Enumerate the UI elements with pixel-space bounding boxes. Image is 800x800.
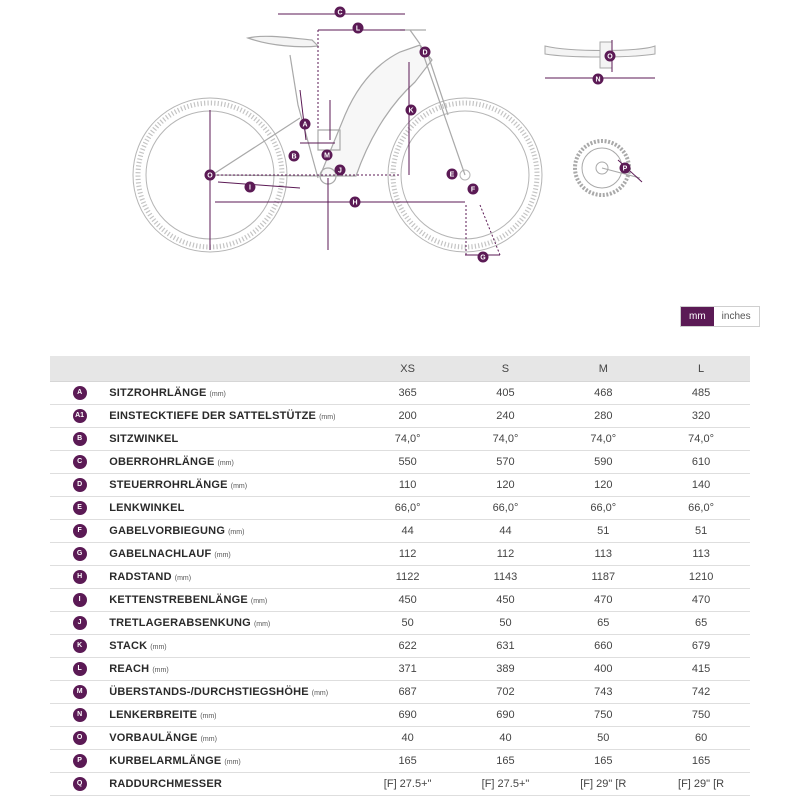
size-value-cell: 44 [359, 520, 457, 543]
callout-j [335, 165, 346, 176]
size-value-cell: 389 [457, 658, 555, 681]
callout-f [468, 184, 479, 195]
row-code-badge: H [73, 570, 87, 584]
measurement-label: REACH [109, 663, 150, 675]
row-code-badge: K [73, 639, 87, 653]
size-value-cell: 743 [554, 681, 652, 704]
measurement-label: STEUERROHRLÄNGE [109, 479, 228, 491]
size-value-cell: 165 [457, 750, 555, 773]
size-value-cell: 750 [554, 704, 652, 727]
measurement-label-cell [109, 612, 358, 635]
measurement-label: TRETLAGERABSENKUNG [109, 617, 251, 629]
size-value-cell: 165 [554, 750, 652, 773]
size-value-cell: 1143 [457, 566, 555, 589]
size-value-cell: 415 [652, 658, 750, 681]
measurement-label-cell [109, 681, 358, 704]
measurement-unit: (mm) [209, 391, 226, 398]
size-header: XS [359, 356, 457, 382]
unit-toggle [680, 306, 760, 327]
size-value-cell: 1122 [359, 566, 457, 589]
size-value-cell: 110 [359, 474, 457, 497]
table-row [50, 428, 750, 451]
table-row [50, 750, 750, 773]
size-value-cell: 120 [554, 474, 652, 497]
row-code-badge: O [73, 731, 87, 745]
measurement-label: GABELVORBIEGUNG [109, 525, 226, 537]
measurement-label: SITZWINKEL [109, 433, 179, 445]
table-row [50, 543, 750, 566]
size-value-cell: [F] 27.5+" [457, 773, 555, 796]
size-value-cell: 44 [457, 520, 555, 543]
table-row [50, 681, 750, 704]
code-cell [50, 727, 109, 750]
size-value-cell: 60 [652, 727, 750, 750]
size-value-cell: 631 [457, 635, 555, 658]
code-cell [50, 382, 109, 405]
svg-text:I: I [249, 184, 251, 192]
row-code-badge: P [73, 754, 87, 768]
size-value-cell: 280 [554, 405, 652, 428]
code-cell [50, 612, 109, 635]
header-blank [109, 356, 358, 382]
table-row [50, 635, 750, 658]
table-row [50, 474, 750, 497]
size-value-cell: 550 [359, 451, 457, 474]
measurement-unit: (mm) [217, 460, 234, 467]
measurement-label: LENKERBREITE [109, 709, 198, 721]
callout-d [420, 47, 431, 58]
row-code-badge: C [73, 455, 87, 469]
size-value-cell: 400 [554, 658, 652, 681]
row-code-badge: A [73, 386, 87, 400]
unit-mm-button[interactable]: mm [681, 307, 714, 326]
code-cell [50, 658, 109, 681]
measurement-label: KURBELARMLÄNGE [109, 755, 222, 767]
size-value-cell: 40 [457, 727, 555, 750]
table-row [50, 589, 750, 612]
measurement-unit: (mm) [200, 713, 217, 720]
size-value-cell: 750 [652, 704, 750, 727]
measurement-label: RADSTAND [109, 571, 172, 583]
measurement-label: RADDURCHMESSER [109, 778, 223, 790]
svg-text:L: L [355, 25, 361, 33]
measurement-label-cell [109, 428, 358, 451]
size-value-cell: [F] 29" [R [554, 773, 652, 796]
table-row [50, 727, 750, 750]
code-cell [50, 543, 109, 566]
table-row [50, 405, 750, 428]
size-value-cell: 165 [359, 750, 457, 773]
size-header: M [554, 356, 652, 382]
size-value-cell: 74,0° [652, 428, 750, 451]
table-row [50, 773, 750, 796]
table-row [50, 566, 750, 589]
table-row [50, 497, 750, 520]
geometry-table [50, 356, 750, 796]
size-value-cell: 405 [457, 382, 555, 405]
size-value-cell: 1187 [554, 566, 652, 589]
row-code-badge: M [73, 685, 87, 699]
measurement-unit: (mm) [319, 414, 336, 421]
svg-text:P: P [622, 165, 628, 173]
size-value-cell: 470 [554, 589, 652, 612]
size-value-cell: 51 [652, 520, 750, 543]
bike-geometry-diagram [0, 0, 800, 290]
measurement-unit: (mm) [214, 552, 231, 559]
table-row [50, 382, 750, 405]
size-value-cell: 113 [554, 543, 652, 566]
table-row [50, 451, 750, 474]
size-value-cell: 450 [359, 589, 457, 612]
size-value-cell: 485 [652, 382, 750, 405]
size-value-cell: 66,0° [359, 497, 457, 520]
measurement-label: GABELNACHLAUF [109, 548, 212, 560]
code-cell [50, 474, 109, 497]
size-value-cell: 240 [457, 405, 555, 428]
table-header-row [50, 356, 750, 382]
size-value-cell: 120 [457, 474, 555, 497]
callout-h [350, 197, 361, 208]
row-code-badge: D [73, 478, 87, 492]
code-cell [50, 589, 109, 612]
svg-text:J: J [338, 167, 342, 175]
size-header: S [457, 356, 555, 382]
measurement-label-cell [109, 773, 358, 796]
svg-text:B: B [291, 153, 297, 161]
size-value-cell: 66,0° [554, 497, 652, 520]
row-code-badge: E [73, 501, 87, 515]
size-value-cell: 40 [359, 727, 457, 750]
measurement-unit: (mm) [230, 483, 248, 490]
table-row [50, 612, 750, 635]
callout-a [300, 119, 311, 130]
svg-text:O: O [207, 172, 213, 180]
measurement-label-cell [109, 589, 358, 612]
code-cell [50, 566, 109, 589]
size-value-cell: 165 [652, 750, 750, 773]
size-value-cell: 690 [359, 704, 457, 727]
callout-b [289, 151, 300, 162]
size-value-cell: 200 [359, 405, 457, 428]
measurement-unit: (mm) [253, 621, 271, 628]
measurement-label-cell [109, 382, 358, 405]
size-value-cell: 50 [554, 727, 652, 750]
size-value-cell: 610 [652, 451, 750, 474]
callout-g [478, 252, 489, 263]
size-value-cell: 112 [359, 543, 457, 566]
callout-m [322, 150, 333, 161]
handlebar-top-view [545, 42, 655, 68]
measurement-label: OBERROHRLÄNGE [109, 456, 215, 468]
svg-text:M: M [324, 152, 330, 160]
measurement-label: ÜBERSTANDS-/DURCHSTIEGSHÖHE [109, 686, 309, 698]
size-value-cell: 702 [457, 681, 555, 704]
size-value-cell: 679 [652, 635, 750, 658]
code-cell [50, 773, 109, 796]
measurement-label: STACK [109, 640, 148, 652]
code-cell [50, 681, 109, 704]
measurement-label-cell [109, 520, 358, 543]
row-code-badge: I [73, 593, 87, 607]
size-value-cell: 371 [359, 658, 457, 681]
measurement-unit: (mm) [250, 598, 268, 605]
size-value-cell: 113 [652, 543, 750, 566]
row-code-badge: B [73, 432, 87, 446]
svg-text:K: K [408, 107, 414, 115]
size-value-cell: 320 [652, 405, 750, 428]
code-cell [50, 520, 109, 543]
size-value-cell: [F] 27.5+" [359, 773, 457, 796]
size-value-cell: 1210 [652, 566, 750, 589]
svg-text:N: N [595, 76, 601, 84]
callout-n [593, 74, 604, 85]
callout-p [620, 163, 631, 174]
svg-text:F: F [470, 186, 476, 194]
code-cell [50, 635, 109, 658]
measurement-label: EINSTECKTIEFE DER SATTELSTÜTZE [109, 410, 317, 422]
code-cell [50, 451, 109, 474]
size-value-cell: 74,0° [554, 428, 652, 451]
measurement-label-cell [109, 497, 358, 520]
measurement-label-cell [109, 727, 358, 750]
size-value-cell: 66,0° [652, 497, 750, 520]
size-value-cell: 690 [457, 704, 555, 727]
header-blank [50, 356, 109, 382]
measurement-label-cell [109, 405, 358, 428]
callout-k [406, 105, 417, 116]
svg-text:G: G [480, 254, 486, 262]
size-value-cell: 590 [554, 451, 652, 474]
code-cell [50, 704, 109, 727]
size-value-cell: [F] 29" [R [652, 773, 750, 796]
row-code-badge: A1 [73, 409, 87, 423]
size-value-cell: 50 [359, 612, 457, 635]
size-value-cell: 74,0° [359, 428, 457, 451]
callout-o [205, 170, 216, 181]
table-row [50, 658, 750, 681]
svg-text:E: E [449, 171, 455, 179]
measurement-label: VORBAULÄNGE [109, 732, 198, 744]
callout-l [353, 23, 364, 34]
callout-i [245, 182, 256, 193]
size-value-cell: 742 [652, 681, 750, 704]
size-value-cell: 660 [554, 635, 652, 658]
table-row [50, 704, 750, 727]
size-value-cell: 470 [652, 589, 750, 612]
size-value-cell: 65 [652, 612, 750, 635]
row-code-badge: F [73, 524, 87, 538]
measurement-unit: (mm) [228, 529, 245, 536]
svg-text:C: C [337, 9, 343, 17]
measurement-unit: (mm) [200, 736, 217, 743]
size-value-cell: 66,0° [457, 497, 555, 520]
measurement-label-cell [109, 750, 358, 773]
measurement-unit: (mm) [311, 690, 329, 697]
measurement-label-cell [109, 635, 358, 658]
measurement-label-cell [109, 474, 358, 497]
measurement-label-cell [109, 451, 358, 474]
table-row [50, 520, 750, 543]
size-value-cell: 622 [359, 635, 457, 658]
svg-text:O: O [607, 53, 613, 61]
callout-e [447, 169, 458, 180]
size-value-cell: 74,0° [457, 428, 555, 451]
size-value-cell: 51 [554, 520, 652, 543]
measurement-label-cell [109, 566, 358, 589]
code-cell [50, 750, 109, 773]
size-value-cell: 450 [457, 589, 555, 612]
measurement-unit: (mm) [152, 667, 169, 674]
measurement-label: SITZROHRLÄNGE [109, 387, 207, 399]
measurement-label-cell [109, 704, 358, 727]
size-value-cell: 687 [359, 681, 457, 704]
size-value-cell: 112 [457, 543, 555, 566]
svg-text:A: A [302, 121, 308, 129]
measurement-label-cell [109, 543, 358, 566]
size-value-cell: 570 [457, 451, 555, 474]
measurement-unit: (mm) [224, 759, 241, 766]
size-value-cell: 140 [652, 474, 750, 497]
callout-o [605, 51, 616, 62]
size-value-cell: 468 [554, 382, 652, 405]
size-value-cell: 365 [359, 382, 457, 405]
unit-inches-button[interactable]: inches [714, 307, 759, 326]
row-code-badge: G [73, 547, 87, 561]
size-header: L [652, 356, 750, 382]
row-code-badge: L [73, 662, 87, 676]
measurement-unit: (mm) [174, 575, 192, 582]
size-value-cell: 50 [457, 612, 555, 635]
measurement-label-cell [109, 658, 358, 681]
code-cell [50, 405, 109, 428]
size-value-cell: 65 [554, 612, 652, 635]
measurement-unit: (mm) [150, 644, 167, 651]
svg-text:D: D [422, 49, 428, 57]
row-code-badge: J [73, 616, 87, 630]
row-code-badge: Q [73, 777, 87, 791]
callout-c [335, 7, 346, 18]
measurement-label: LENKWINKEL [109, 502, 185, 514]
code-cell [50, 497, 109, 520]
svg-text:H: H [352, 199, 358, 207]
code-cell [50, 428, 109, 451]
row-code-badge: N [73, 708, 87, 722]
measurement-label: KETTENSTREBENLÄNGE [109, 594, 248, 606]
